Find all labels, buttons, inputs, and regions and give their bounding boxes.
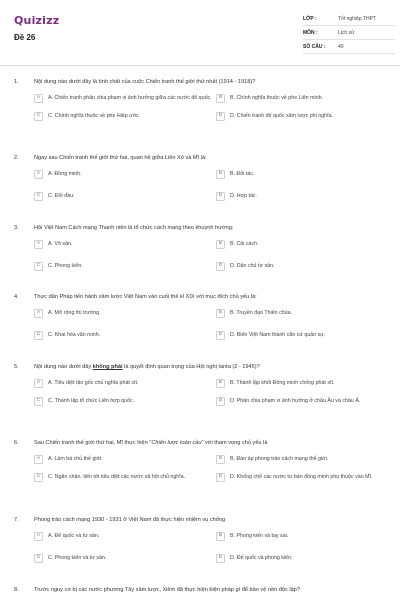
question-5 xyxy=(14,364,392,406)
option-text: B. Thành lập khối Đồng minh chống phát xít. xyxy=(230,380,335,387)
option-a[interactable] xyxy=(34,94,216,103)
option-text: C. Phong kiến. xyxy=(48,263,83,270)
option-letter-box: A xyxy=(34,309,43,318)
meta-key: SỐ CÂU : xyxy=(303,43,326,50)
meta-value: 40 xyxy=(338,43,344,50)
question-6 xyxy=(14,440,392,482)
meta-row-count xyxy=(303,40,395,54)
question-text: Nội dung nào dưới đây là tính chất của cuộc Chiến tranh thế giới thứ nhất (1914 - 1918)? xyxy=(34,79,256,85)
option-b[interactable] xyxy=(216,170,398,179)
question-number: 3. xyxy=(14,225,19,231)
meta-value: Lịch sử xyxy=(338,29,355,36)
option-letter-box: C xyxy=(34,112,43,121)
option-letter-box: A xyxy=(34,455,43,464)
question-text: Sau Chiến tranh thế giới thứ hai, Mĩ thực hiện "Chiến lược toàn cầu" với tham vọng chủ yếu là xyxy=(34,440,268,446)
question-text: Hội Việt Nam Cách mạng Thanh niên là tổ chức cách mạng theo khuynh hướng: xyxy=(34,225,234,231)
question-text: Phong trào cách mạng 1930 - 1931 ở Việt Nam đã thực hiện nhiệm vụ chống xyxy=(34,517,226,523)
option-letter-box: A xyxy=(34,94,43,103)
option-letter-box: D xyxy=(216,331,225,340)
option-a[interactable] xyxy=(34,170,216,179)
option-d[interactable] xyxy=(216,112,398,121)
meta-key: MÔN : xyxy=(303,29,318,36)
option-b[interactable] xyxy=(216,379,398,388)
option-text: A. Đồng minh. xyxy=(48,171,82,178)
option-text: C. Chính nghĩa thuộc về phe Hiệp ước. xyxy=(48,113,141,120)
option-text: A. Mở rộng thị trường. xyxy=(48,310,101,317)
option-c[interactable] xyxy=(34,473,216,482)
option-letter-box: B xyxy=(216,309,225,318)
meta-row-class xyxy=(303,12,395,26)
option-letter-box: D xyxy=(216,473,225,482)
question-number: 7. xyxy=(14,517,19,523)
meta-key: LỚP : xyxy=(303,15,317,22)
option-a[interactable] xyxy=(34,532,216,541)
meta-info-table xyxy=(303,12,395,54)
option-text: C. Khai hóa văn minh. xyxy=(48,332,101,339)
question-number: 1. xyxy=(14,79,19,85)
option-c[interactable] xyxy=(34,554,216,563)
page-title: Đề 26 xyxy=(14,33,36,42)
option-text: D. Chiến tranh đế quốc xâm lược phi nghĩa. xyxy=(230,113,334,120)
option-text: D. Phân chia phạm vi ảnh hưởng ở châu Âu và châu Á. xyxy=(230,398,361,405)
option-letter-box: A xyxy=(34,532,43,541)
option-letter-box: D xyxy=(216,192,225,201)
option-d[interactable] xyxy=(216,397,398,406)
option-letter-box: D xyxy=(216,397,225,406)
option-text: B. Phong kiến và tay sai. xyxy=(230,533,289,540)
question-8 xyxy=(14,587,392,594)
option-d[interactable] xyxy=(216,192,398,201)
option-b[interactable] xyxy=(216,240,398,249)
option-text: A. Chiến tranh phân chia phạm vi ảnh hưởng giữa các nước đế quốc. xyxy=(48,95,212,102)
option-text: B. Chính nghĩa thuộc về phe Liên minh. xyxy=(230,95,324,102)
option-c[interactable] xyxy=(34,262,216,271)
option-text: D. Hợp tác. xyxy=(230,193,258,200)
option-text: D. Dân chủ tư sản. xyxy=(230,263,275,270)
option-letter-box: D xyxy=(216,112,225,121)
question-1 xyxy=(14,79,392,121)
emphasis-text: Chiến lược toàn cầu xyxy=(151,440,202,446)
option-c[interactable] xyxy=(34,192,216,201)
option-letter-box: C xyxy=(34,192,43,201)
option-letter-box: B xyxy=(216,532,225,541)
option-text: C. Thành lập tổ chức Liên hợp quốc. xyxy=(48,398,135,405)
question-number: 6. xyxy=(14,440,19,446)
option-d[interactable] xyxy=(216,262,398,271)
option-letter-box: B xyxy=(216,94,225,103)
option-b[interactable] xyxy=(216,309,398,318)
option-a[interactable] xyxy=(34,309,216,318)
option-letter-box: A xyxy=(34,240,43,249)
option-a[interactable] xyxy=(34,455,216,464)
option-text: C. Đối đầu. xyxy=(48,193,75,200)
meta-row-subject xyxy=(303,26,395,40)
option-letter-box: A xyxy=(34,170,43,179)
option-c[interactable] xyxy=(34,397,216,406)
option-letter-box: D xyxy=(216,554,225,563)
question-text: Trước nguy cơ bị các nước phương Tây xâm lược, Xiêm đã thực hiện biện pháp gì để bảo vệ nền độc lập? xyxy=(34,587,300,593)
option-letter-box: D xyxy=(216,262,225,271)
option-d[interactable] xyxy=(216,473,398,482)
quizizz-logo: Quizizz xyxy=(14,14,60,27)
question-text: Thực dân Pháp tiến hành xâm lược Việt Nam vào cuối thế kỉ XIX với mục đích chủ yếu là: xyxy=(34,294,257,300)
option-text: A. Đế quốc và tư sản. xyxy=(48,533,100,540)
question-text: Ngay sau Chiến tranh thế giới thứ hai, quan hệ giữa Liên Xô và Mĩ là: xyxy=(34,155,207,161)
option-letter-box: C xyxy=(34,262,43,271)
option-text: C. Ngăn chặn, tiến tới tiêu diệt các nước xã hội chủ nghĩa. xyxy=(48,474,186,481)
option-text: B. Cải cách. xyxy=(230,241,259,248)
meta-value: Tốt nghiệp THPT xyxy=(338,15,376,22)
emphasis-text: không phải xyxy=(92,364,123,370)
question-number: 5. xyxy=(14,364,19,370)
option-b[interactable] xyxy=(216,94,398,103)
option-letter-box: B xyxy=(216,170,225,179)
option-a[interactable] xyxy=(34,240,216,249)
question-number: 8. xyxy=(14,587,19,593)
option-text: D. Biến Việt Nam thành căn cứ quân sự. xyxy=(230,332,326,339)
option-text: B. Đàn áp phong trào cách mạng thế giới. xyxy=(230,456,329,463)
option-text: C. Phong kiến và tư sản. xyxy=(48,555,107,562)
option-text: D. Khống chế các nước tư bản đồng minh phụ thuộc vào Mĩ. xyxy=(230,474,373,481)
option-a[interactable] xyxy=(34,379,216,388)
option-letter-box: C xyxy=(34,397,43,406)
option-letter-box: C xyxy=(34,473,43,482)
option-text: A. Làm bá chủ thế giới. xyxy=(48,456,103,463)
worksheet-header xyxy=(0,0,400,66)
question-text: Nội dung nào dưới đây không phải là quyết định quan trọng của Hội nghị Ianta (2 - 1945)? xyxy=(34,364,260,370)
option-letter-box: B xyxy=(216,240,225,249)
option-b[interactable] xyxy=(216,455,398,464)
option-b[interactable] xyxy=(216,532,398,541)
option-d[interactable] xyxy=(216,554,398,563)
option-letter-box: A xyxy=(34,379,43,388)
option-c[interactable] xyxy=(34,112,216,121)
option-d[interactable] xyxy=(216,331,398,340)
option-letter-box: B xyxy=(216,379,225,388)
option-letter-box: C xyxy=(34,554,43,563)
option-text: B. Đối tác. xyxy=(230,171,255,178)
option-text: A. Vô sản. xyxy=(48,241,73,248)
question-number: 4. xyxy=(14,294,19,300)
question-number: 2. xyxy=(14,155,19,161)
option-letter-box: C xyxy=(34,331,43,340)
option-text: B. Truyền đạo Thiên chúa. xyxy=(230,310,293,317)
option-text: A. Tiêu diệt tận gốc chủ nghĩa phát xít. xyxy=(48,380,139,387)
question-3 xyxy=(14,225,392,271)
question-4 xyxy=(14,294,392,340)
question-2 xyxy=(14,155,392,201)
option-c[interactable] xyxy=(34,331,216,340)
option-text: D. Đế quốc và phong kiến. xyxy=(230,555,293,562)
option-letter-box: B xyxy=(216,455,225,464)
question-7 xyxy=(14,517,392,563)
